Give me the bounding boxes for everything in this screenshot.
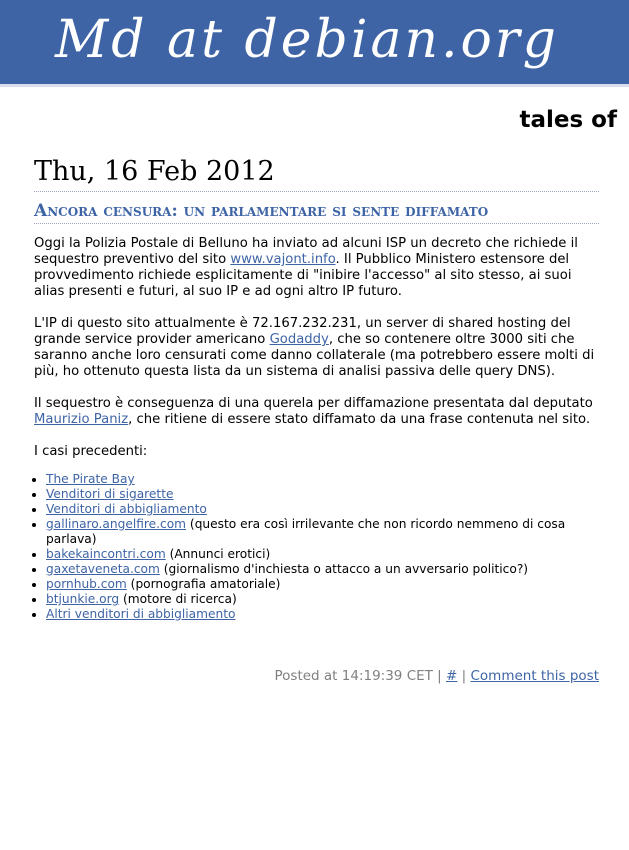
paragraph-3-text-b: , che ritiene di essere stato diffamato da una frase contenuta nel sito. (128, 412, 591, 427)
paragraph-3-text-a: Il sequestro è conseguenza di una querela per diffamazione presentata dal deputato (34, 396, 593, 411)
footer-separator: | (457, 668, 471, 684)
site-tagline: tales of (519, 107, 617, 133)
paragraph-2 (34, 316, 604, 380)
case-note: (pornografia amatoriale) (126, 577, 281, 591)
post-footer (34, 668, 599, 684)
case-link[interactable]: gaxetaveneta.com (46, 562, 160, 576)
case-link[interactable]: Venditori di abbigliamento (46, 502, 207, 516)
case-note: (Annunci erotici) (165, 547, 271, 561)
header-banner (0, 0, 629, 87)
comment-link[interactable]: Comment this post (470, 668, 599, 684)
paniz-link[interactable]: Maurizio Paniz (34, 412, 129, 427)
paragraph-2-text-a: L'IP di questo sito attualmente è 72.167.232.231, un server di shared hosting del grande service provider americano (34, 316, 571, 347)
case-link[interactable]: Venditori di sigarette (46, 487, 174, 501)
permalink-link[interactable]: # (446, 668, 458, 684)
list-item (46, 547, 604, 562)
case-link[interactable]: The Pirate Bay (46, 472, 135, 486)
vajont-link[interactable]: www.vajont.info (230, 252, 336, 267)
paragraph-1-text-a: Oggi la Polizia Postale di Belluno ha inviato ad alcuni ISP un decreto che richiede il sequestro preventivo del sito (34, 236, 578, 267)
paragraph-4: I casi precedenti: (34, 444, 148, 459)
case-link[interactable]: pornhub.com (46, 577, 127, 591)
cases-list (34, 472, 604, 622)
paragraph-2-text-b: , che so contenere oltre 3000 siti che saranno anche loro censurati come danno collaterale (ma potrebbero essere molti di più, ho ottenuto questa lista da un sistema di analisi passiva delle query DNS). (34, 332, 595, 379)
case-note: (questo era così irrilevante che non ricordo nemmeno di cosa parlava) (46, 517, 566, 546)
post-body (34, 236, 604, 622)
case-note: (giornalismo d'inchiesta o attacco a un avversario politico?) (159, 562, 529, 576)
case-link[interactable]: gallinaro.angelfire.com (46, 517, 187, 531)
paragraph-3 (34, 396, 604, 428)
list-item (46, 607, 604, 622)
paragraph-1-text-b: . Il Pubblico Ministero estensore del provvedimento richiede esplicitamente di "inibire l'accesso" al sito stesso, ai suoi alias presenti e futuri, al suo IP e ad ogni altro IP futuro. (34, 252, 572, 299)
list-item (46, 577, 604, 592)
site-title: Md at debian.org (55, 10, 559, 70)
list-item (46, 562, 604, 577)
post-title: Ancora censura: un parlamentare si sente diffamato (34, 201, 599, 224)
case-note: (motore di ricerca) (119, 592, 237, 606)
paragraph-1 (34, 236, 604, 300)
case-link[interactable]: bakekaincontri.com (46, 547, 166, 561)
case-link[interactable]: btjunkie.org (46, 592, 120, 606)
posted-time: Posted at 14:19:39 CET | (274, 668, 447, 684)
list-item (46, 502, 604, 517)
list-item (46, 472, 604, 487)
case-link[interactable]: Altri venditori di abbigliamento (46, 607, 236, 621)
post-date: Thu, 16 Feb 2012 (34, 156, 599, 192)
godaddy-link[interactable]: Godaddy (269, 332, 329, 347)
list-item (46, 592, 604, 607)
list-item (46, 487, 604, 502)
list-item (46, 517, 604, 547)
